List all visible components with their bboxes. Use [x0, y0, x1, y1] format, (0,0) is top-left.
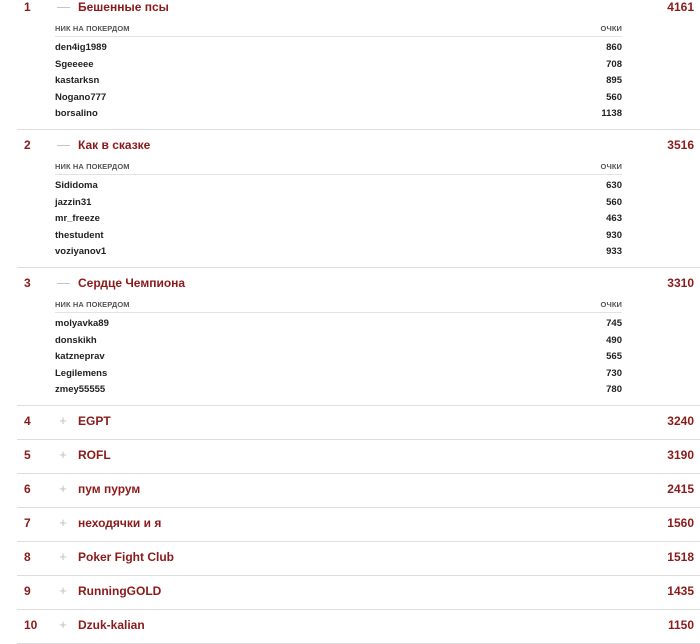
- collapse-icon[interactable]: —: [57, 0, 70, 14]
- member-nick: Legilemens: [55, 367, 108, 379]
- member-nick: katzneprav: [55, 351, 105, 363]
- member-row: [55, 72, 622, 89]
- members-list: [55, 313, 622, 398]
- member-points: 860: [606, 42, 622, 53]
- team-total-points: 1150: [667, 618, 694, 632]
- member-row: [55, 365, 622, 382]
- team-row: [0, 542, 700, 576]
- team-rank: 1: [24, 0, 31, 14]
- team-row-header[interactable]: [0, 474, 700, 506]
- team-row-header[interactable]: [0, 576, 700, 608]
- members-table-header: [55, 299, 622, 313]
- member-row: [55, 89, 622, 106]
- column-header-nick: НИК НА ПОКЕРДОМ: [55, 300, 130, 309]
- team-total-points: 3310: [667, 276, 694, 290]
- expand-icon[interactable]: +: [59, 413, 67, 428]
- member-points: 1138: [601, 108, 622, 120]
- member-row: [55, 177, 622, 194]
- team-name: Poker Fight Club: [78, 550, 174, 564]
- team-rank: 5: [24, 448, 31, 462]
- team-rank: 7: [24, 516, 31, 530]
- collapse-icon[interactable]: —: [57, 137, 70, 152]
- member-nick: thestudent: [55, 229, 104, 241]
- member-row: [55, 105, 622, 122]
- team-total-points: 4161: [667, 0, 694, 14]
- team-name: RunningGOLD: [78, 584, 162, 598]
- member-nick: Sgeeeee: [55, 58, 94, 70]
- member-points: 895: [606, 75, 622, 87]
- member-row: [55, 348, 622, 365]
- member-points: 630: [606, 180, 622, 191]
- member-points: 745: [606, 318, 622, 329]
- team-name: Сердце Чемпиона: [78, 276, 186, 290]
- team-row: [0, 474, 700, 508]
- team-rank: 6: [24, 482, 31, 496]
- team-total-points: 1518: [667, 550, 694, 564]
- column-header-points: ОЧКИ: [600, 300, 622, 309]
- team-name: неходячки и я: [78, 516, 162, 530]
- member-points: 463: [606, 213, 622, 225]
- team-total-points: 3190: [667, 448, 694, 462]
- team-name: Dzuk-kalian: [78, 618, 145, 632]
- member-points: 708: [606, 58, 622, 70]
- team-row: [0, 576, 700, 610]
- team-row: [0, 268, 700, 406]
- member-nick: kastarksn: [55, 75, 100, 87]
- member-nick: donskikh: [55, 334, 97, 346]
- team-row: [0, 406, 700, 440]
- team-row: [0, 0, 700, 130]
- team-row-header[interactable]: [0, 508, 700, 540]
- team-total-points: 3516: [667, 138, 694, 152]
- member-points: 780: [606, 384, 622, 396]
- team-name: ROFL: [78, 448, 111, 462]
- team-row-header[interactable]: [0, 440, 700, 472]
- column-header-points: ОЧКИ: [600, 24, 622, 33]
- member-row: [55, 194, 622, 211]
- expand-icon[interactable]: +: [59, 515, 67, 530]
- member-points: 560: [606, 91, 622, 103]
- team-members-table: [55, 161, 622, 260]
- team-rank: 2: [24, 138, 31, 152]
- team-name: Как в сказке: [78, 138, 151, 152]
- members-list: [55, 175, 622, 260]
- member-points: 565: [606, 351, 622, 363]
- member-points: 930: [606, 229, 622, 241]
- member-row: [55, 227, 622, 244]
- team-row-header[interactable]: [0, 268, 700, 300]
- team-total-points: 2415: [667, 482, 694, 496]
- team-name: EGPT: [78, 414, 111, 428]
- member-nick: Nogano777: [55, 91, 107, 103]
- team-row-header[interactable]: [0, 542, 700, 574]
- team-row: [0, 610, 700, 644]
- team-total-points: 1560: [667, 516, 694, 530]
- column-header-points: ОЧКИ: [600, 162, 622, 171]
- member-nick: jazzin31: [55, 196, 92, 208]
- member-nick: voziyanov1: [55, 246, 107, 258]
- member-nick: borsalino: [55, 108, 98, 120]
- member-row: [55, 39, 622, 56]
- team-total-points: 1435: [667, 584, 694, 598]
- expand-icon[interactable]: +: [59, 447, 67, 462]
- member-nick: molyavka89: [55, 318, 109, 329]
- collapse-icon[interactable]: —: [57, 275, 70, 290]
- team-rank: 8: [24, 550, 31, 564]
- expand-icon[interactable]: +: [59, 617, 67, 632]
- team-row: [0, 130, 700, 268]
- member-nick: den4ig1989: [55, 42, 107, 53]
- member-points: 560: [606, 196, 622, 208]
- member-row: [55, 56, 622, 73]
- column-header-nick: НИК НА ПОКЕРДОМ: [55, 24, 130, 33]
- column-header-nick: НИК НА ПОКЕРДОМ: [55, 162, 130, 171]
- team-name: пум пурум: [78, 482, 141, 496]
- team-row: [0, 440, 700, 474]
- member-nick: mr_freeze: [55, 213, 100, 225]
- team-row: [0, 508, 700, 542]
- member-row: [55, 243, 622, 260]
- team-members-table: [55, 23, 622, 122]
- member-nick: Sididoma: [55, 180, 98, 191]
- team-rank: 10: [24, 618, 38, 632]
- team-name: Бешенные псы: [78, 0, 169, 14]
- team-rank: 9: [24, 584, 31, 598]
- member-row: [55, 315, 622, 332]
- member-row: [55, 381, 622, 398]
- team-rank: 3: [24, 276, 31, 290]
- member-row: [55, 210, 622, 227]
- team-row-header[interactable]: [0, 0, 700, 24]
- members-table-header: [55, 161, 622, 175]
- team-total-points: 3240: [667, 414, 694, 428]
- member-points: 490: [606, 334, 622, 346]
- expand-icon[interactable]: +: [59, 583, 67, 598]
- team-rank: 4: [24, 414, 31, 428]
- team-members-table: [55, 299, 622, 398]
- member-row: [55, 332, 622, 349]
- member-nick: zmey55555: [55, 384, 106, 396]
- members-table-header: [55, 23, 622, 37]
- member-points: 933: [606, 246, 622, 258]
- expand-icon[interactable]: +: [59, 481, 67, 496]
- team-row-header[interactable]: [0, 406, 700, 438]
- expand-icon[interactable]: +: [59, 549, 67, 564]
- team-row-header[interactable]: [0, 130, 700, 162]
- team-row-header[interactable]: [0, 610, 700, 642]
- member-points: 730: [606, 367, 622, 379]
- members-list: [55, 37, 622, 122]
